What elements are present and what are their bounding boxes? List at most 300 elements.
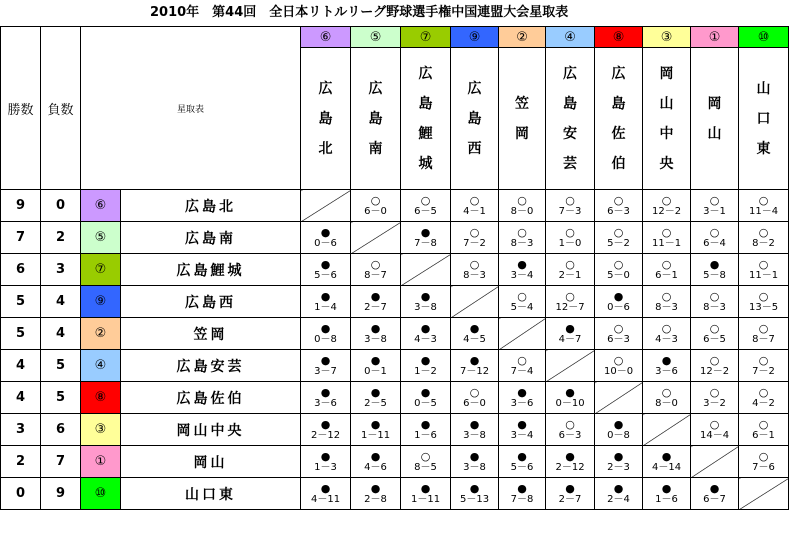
score: 7－3 [558, 205, 582, 217]
self-match-cell [351, 222, 401, 254]
row-team-name: 広島西 [121, 286, 301, 318]
loss-mark: ● [370, 417, 381, 431]
result-cell [643, 254, 691, 286]
row-number: ⑨ [81, 286, 121, 318]
loss-mark: ● [661, 353, 672, 367]
result-cell [451, 446, 499, 478]
result-cell [691, 190, 739, 222]
result-cell [546, 318, 595, 350]
score: 2－3 [607, 461, 630, 473]
column-number-10: ⑩ [739, 27, 789, 48]
score: 3－8 [463, 429, 486, 441]
result-cell [351, 446, 401, 478]
score: 6－3 [607, 205, 630, 217]
result-cell [546, 382, 595, 414]
loss-mark: ● [613, 417, 624, 431]
loss-mark: ● [613, 289, 624, 303]
score: 12－2 [699, 365, 730, 377]
loss-mark: ● [469, 449, 480, 463]
score: 7－8 [510, 493, 534, 505]
score: 8－5 [414, 461, 437, 473]
loss-mark: ● [320, 385, 331, 399]
result-cell [351, 286, 401, 318]
wins-cell: 3 [1, 414, 41, 446]
table-row [1, 446, 789, 478]
loss-mark: ● [661, 449, 672, 463]
win-mark: ○ [469, 193, 480, 207]
result-cell [499, 254, 546, 286]
score: 10－0 [603, 365, 634, 377]
score: 6－4 [703, 237, 726, 249]
score: 2－1 [558, 269, 582, 281]
win-mark: ○ [758, 289, 769, 303]
result-cell [499, 446, 546, 478]
loss-mark: ● [565, 385, 575, 399]
table-row [1, 254, 789, 286]
score: 4－11 [310, 493, 341, 505]
score: 4－1 [463, 205, 486, 217]
win-mark: ○ [469, 225, 480, 239]
score: 2－8 [364, 493, 387, 505]
score: 2－4 [607, 493, 630, 505]
loss-mark: ● [469, 353, 480, 367]
loss-mark: ● [709, 481, 720, 495]
result-cell [643, 382, 691, 414]
result-cell [691, 318, 739, 350]
loss-mark: ● [320, 417, 331, 431]
score: 6－5 [414, 205, 437, 217]
wins-cell: 4 [1, 350, 41, 382]
score: 6－3 [558, 429, 582, 441]
row-team-name: 岡山中央 [121, 414, 301, 446]
win-mark: ○ [709, 417, 720, 431]
win-mark: ○ [709, 193, 720, 207]
wins-cell: 0 [1, 478, 41, 510]
self-match-cell [301, 190, 351, 222]
row-number: ⑧ [81, 382, 121, 414]
score: 8－3 [510, 237, 534, 249]
result-cell [351, 254, 401, 286]
result-cell [451, 478, 499, 510]
score: 7－4 [510, 365, 534, 377]
score: 1－0 [558, 237, 582, 249]
result-cell [301, 286, 351, 318]
row-team-name: 岡山 [121, 446, 301, 478]
result-cell [451, 222, 499, 254]
loss-mark: ● [420, 321, 431, 335]
wins-cell: 2 [1, 446, 41, 478]
result-cell [351, 478, 401, 510]
losses-cell: 7 [41, 446, 81, 478]
result-cell [451, 350, 499, 382]
column-team-name-1: 広 島 北 [301, 48, 351, 190]
column-number-8: ③ [643, 27, 691, 48]
loss-mark: ● [565, 481, 575, 495]
score: 11－4 [748, 205, 779, 217]
row-team-name: 広島安芸 [121, 350, 301, 382]
win-mark: ○ [517, 289, 527, 303]
table-row [1, 190, 789, 222]
score: 3－2 [703, 397, 726, 409]
result-cell [739, 254, 789, 286]
win-mark: ○ [517, 225, 527, 239]
score: 3－7 [314, 365, 337, 377]
self-match-cell [691, 446, 739, 478]
score: 4－5 [463, 333, 486, 345]
result-cell [691, 478, 739, 510]
score: 6－3 [607, 333, 630, 345]
loss-mark: ● [320, 481, 331, 495]
wins-cell: 7 [1, 222, 41, 254]
loss-mark: ● [320, 225, 331, 239]
column-number-1: ⑥ [301, 27, 351, 48]
score: 1－6 [655, 493, 678, 505]
score: 8－3 [655, 301, 678, 313]
loss-mark: ● [420, 385, 431, 399]
score: 7－12 [459, 365, 490, 377]
result-cell [691, 350, 739, 382]
result-cell [499, 222, 546, 254]
win-mark: ○ [613, 225, 624, 239]
score: 11－1 [748, 269, 779, 281]
win-mark: ○ [758, 417, 769, 431]
score: 8－0 [510, 205, 534, 217]
result-cell [643, 222, 691, 254]
win-mark: ○ [469, 385, 480, 399]
row-team-name: 広島南 [121, 222, 301, 254]
wins-cell: 6 [1, 254, 41, 286]
win-mark: ○ [565, 193, 575, 207]
table-row [1, 350, 789, 382]
loss-mark: ● [565, 321, 575, 335]
win-mark: ○ [420, 193, 431, 207]
wins-header: 勝数 [1, 27, 41, 190]
result-cell [351, 350, 401, 382]
result-cell [595, 414, 643, 446]
win-mark: ○ [709, 353, 720, 367]
loss-mark: ● [613, 481, 624, 495]
win-mark: ○ [758, 193, 769, 207]
result-cell [595, 446, 643, 478]
loss-mark: ● [709, 257, 720, 271]
score: 8－7 [364, 269, 387, 281]
loss-mark: ● [661, 481, 672, 495]
score: 0－5 [414, 397, 437, 409]
column-team-name-5: 笠 岡 [499, 48, 546, 190]
win-mark: ○ [613, 257, 624, 271]
result-cell [739, 318, 789, 350]
wins-cell: 9 [1, 190, 41, 222]
win-mark: ○ [709, 385, 720, 399]
result-cell [643, 478, 691, 510]
score: 0－10 [555, 397, 585, 409]
result-cell [546, 414, 595, 446]
self-match-cell [546, 350, 595, 382]
result-cell [691, 254, 739, 286]
losses-cell: 5 [41, 382, 81, 414]
loss-mark: ● [320, 321, 331, 335]
result-cell [499, 190, 546, 222]
result-cell [499, 414, 546, 446]
score: 12－7 [555, 301, 585, 313]
score: 2－7 [558, 493, 582, 505]
score: 5－0 [607, 269, 630, 281]
loss-mark: ● [517, 385, 527, 399]
column-number-4: ⑨ [451, 27, 499, 48]
column-team-name-2: 広 島 南 [351, 48, 401, 190]
column-team-name-10: 山 口 東 [739, 48, 789, 190]
win-mark: ○ [758, 385, 769, 399]
score: 0－8 [314, 333, 337, 345]
result-cell [739, 414, 789, 446]
result-cell [595, 286, 643, 318]
losses-header: 負数 [41, 27, 81, 190]
row-number: ③ [81, 414, 121, 446]
board-header: 星取表 [81, 27, 301, 190]
row-team-name: 笠岡 [121, 318, 301, 350]
result-cell [351, 382, 401, 414]
result-cell [301, 446, 351, 478]
loss-mark: ● [370, 353, 381, 367]
row-number: ① [81, 446, 121, 478]
column-team-name-9: 岡 山 [691, 48, 739, 190]
table-row [1, 478, 789, 510]
loss-mark: ● [420, 417, 431, 431]
score: 5－13 [459, 493, 490, 505]
column-team-name-6: 広 島 安 芸 [546, 48, 595, 190]
score: 6－0 [463, 397, 486, 409]
result-cell [546, 286, 595, 318]
result-cell [691, 286, 739, 318]
result-cell [499, 478, 546, 510]
result-cell [643, 318, 691, 350]
win-mark: ○ [469, 257, 480, 271]
win-mark: ○ [370, 257, 381, 271]
score: 2－12 [310, 429, 341, 441]
win-mark: ○ [613, 353, 624, 367]
score: 8－7 [752, 333, 775, 345]
page-title [0, 0, 710, 26]
score: 14－4 [699, 429, 730, 441]
score: 4－6 [364, 461, 387, 473]
row-team-name: 広島鯉城 [121, 254, 301, 286]
result-cell [351, 190, 401, 222]
win-mark: ○ [709, 225, 720, 239]
win-mark: ○ [758, 449, 769, 463]
column-team-name-3: 広 島 鯉 城 [401, 48, 451, 190]
score: 7－2 [463, 237, 486, 249]
score: 8－3 [703, 301, 726, 313]
score: 8－0 [655, 397, 678, 409]
win-mark: ○ [758, 321, 769, 335]
score: 4－3 [655, 333, 678, 345]
column-team-name-8: 岡 山 中 央 [643, 48, 691, 190]
result-cell [643, 190, 691, 222]
result-cell [643, 446, 691, 478]
score: 3－8 [414, 301, 437, 313]
table-row [1, 318, 789, 350]
score: 6－0 [364, 205, 387, 217]
win-mark: ○ [661, 225, 672, 239]
result-cell [451, 254, 499, 286]
self-match-cell [595, 382, 643, 414]
self-match-cell [401, 254, 451, 286]
score: 8－2 [752, 237, 775, 249]
result-cell [401, 222, 451, 254]
win-mark: ○ [758, 225, 769, 239]
table-row [1, 286, 789, 318]
win-mark: ○ [661, 257, 672, 271]
row-number: ⑩ [81, 478, 121, 510]
result-cell [451, 382, 499, 414]
win-mark: ○ [661, 289, 672, 303]
result-cell [301, 478, 351, 510]
score: 2－5 [364, 397, 387, 409]
wins-cell: 5 [1, 286, 41, 318]
result-cell [401, 478, 451, 510]
row-number: ⑤ [81, 222, 121, 254]
score: 7－6 [752, 461, 775, 473]
win-mark: ○ [517, 353, 527, 367]
loss-mark: ● [517, 449, 527, 463]
win-mark: ○ [661, 321, 672, 335]
result-cell [401, 318, 451, 350]
score: 0－6 [314, 237, 337, 249]
win-mark: ○ [565, 225, 575, 239]
score: 1－6 [414, 429, 437, 441]
score: 7－2 [752, 365, 775, 377]
score: 6－1 [655, 269, 678, 281]
self-match-cell [499, 318, 546, 350]
loss-mark: ● [565, 449, 575, 463]
table-row [1, 382, 789, 414]
score: 3－4 [510, 269, 534, 281]
score: 3－4 [510, 429, 534, 441]
loss-mark: ● [320, 353, 331, 367]
score: 12－2 [651, 205, 682, 217]
result-cell [691, 222, 739, 254]
loss-mark: ● [320, 449, 331, 463]
loss-mark: ● [370, 321, 381, 335]
result-cell [301, 382, 351, 414]
result-cell [643, 350, 691, 382]
column-team-name-4: 広 島 西 [451, 48, 499, 190]
result-cell [401, 446, 451, 478]
result-cell [351, 414, 401, 446]
losses-cell: 0 [41, 190, 81, 222]
wins-cell: 4 [1, 382, 41, 414]
result-cell [301, 254, 351, 286]
result-cell [499, 350, 546, 382]
losses-cell: 3 [41, 254, 81, 286]
result-cell [451, 190, 499, 222]
result-cell [499, 286, 546, 318]
loss-mark: ● [420, 481, 431, 495]
result-cell [739, 446, 789, 478]
win-mark: ○ [661, 385, 672, 399]
loss-mark: ● [420, 225, 431, 239]
score: 3－6 [510, 397, 534, 409]
result-cell [301, 318, 351, 350]
score: 3－6 [314, 397, 337, 409]
losses-cell: 5 [41, 350, 81, 382]
loss-mark: ● [320, 289, 331, 303]
column-number-7: ⑧ [595, 27, 643, 48]
result-cell [401, 350, 451, 382]
result-cell [595, 478, 643, 510]
result-cell [499, 382, 546, 414]
column-number-9: ① [691, 27, 739, 48]
row-team-name: 広島北 [121, 190, 301, 222]
score: 5－6 [510, 461, 534, 473]
result-cell [739, 286, 789, 318]
score: 8－3 [463, 269, 486, 281]
result-cell [739, 190, 789, 222]
score: 0－6 [607, 301, 630, 313]
title-text: 2010年 第44回 全日本リトルリーグ野球選手権中国連盟大会星取表 [150, 5, 569, 20]
row-number: ④ [81, 350, 121, 382]
win-mark: ○ [758, 353, 769, 367]
score: 1－11 [360, 429, 391, 441]
result-cell [401, 190, 451, 222]
result-cell [401, 382, 451, 414]
result-cell [691, 414, 739, 446]
result-cell [301, 350, 351, 382]
score: 4－3 [414, 333, 437, 345]
losses-cell: 4 [41, 286, 81, 318]
score: 5－2 [607, 237, 630, 249]
row-team-name: 山口東 [121, 478, 301, 510]
win-mark: ○ [565, 257, 575, 271]
score: 3－8 [463, 461, 486, 473]
loss-mark: ● [370, 385, 381, 399]
score: 0－1 [364, 365, 387, 377]
score: 13－5 [748, 301, 779, 313]
score: 2－12 [555, 461, 585, 473]
result-cell [595, 318, 643, 350]
loss-mark: ● [517, 481, 527, 495]
result-cell [546, 254, 595, 286]
loss-mark: ● [469, 481, 480, 495]
result-cell [401, 414, 451, 446]
result-cell [451, 414, 499, 446]
losses-cell: 6 [41, 414, 81, 446]
self-match-cell [643, 414, 691, 446]
self-match-cell [739, 478, 789, 510]
result-cell [546, 222, 595, 254]
win-mark: ○ [709, 289, 720, 303]
loss-mark: ● [420, 289, 431, 303]
loss-mark: ● [469, 321, 480, 335]
result-cell [691, 382, 739, 414]
result-cell [595, 222, 643, 254]
self-match-cell [451, 286, 499, 318]
score: 1－11 [410, 493, 441, 505]
result-cell [739, 222, 789, 254]
result-cell [546, 190, 595, 222]
table-row [1, 222, 789, 254]
result-cell [595, 254, 643, 286]
loss-mark: ● [469, 417, 480, 431]
row-number: ⑦ [81, 254, 121, 286]
score: 3－6 [655, 365, 678, 377]
score: 3－1 [703, 205, 726, 217]
score: 6－5 [703, 333, 726, 345]
result-cell [739, 382, 789, 414]
column-number-2: ⑤ [351, 27, 401, 48]
score: 2－7 [364, 301, 387, 313]
win-mark: ○ [517, 193, 527, 207]
